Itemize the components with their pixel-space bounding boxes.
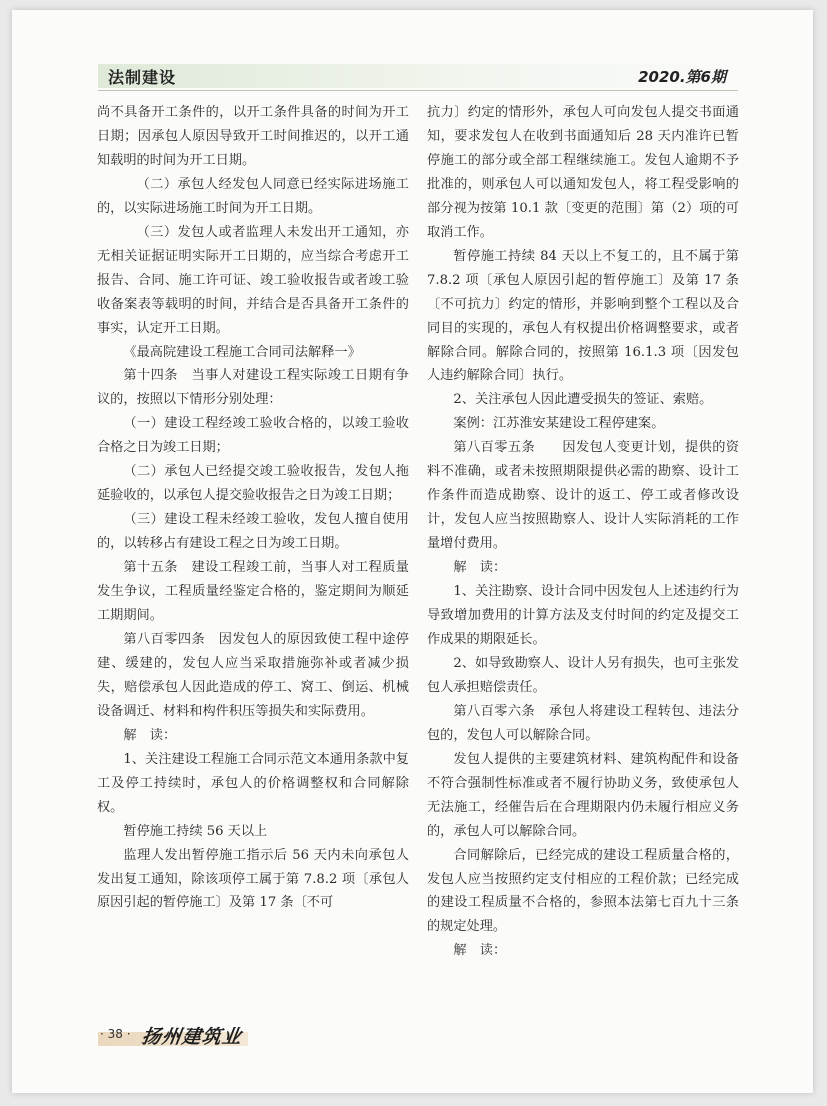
paragraph: 暂停施工持续 56 天以上 [123, 823, 268, 839]
paragraph: 1、关注勘察、设计合同中因发包人上述违约行为导致增加费用的计算方法及支付时间的约定及提交工作成果的期限延长。 [427, 584, 739, 647]
left-column [97, 101, 409, 915]
paragraph: 第八百零六条 承包人将建设工程转包、违法分包的，发包人可以解除合同。 [427, 703, 739, 743]
paragraph: 案例：江苏淮安某建设工程停建案。 [453, 416, 665, 432]
paragraph: （三）建设工程未经竣工验收，发包人擅自使用的，以转移占有建设工程之日为竣工日期。 [97, 512, 409, 552]
issue-label: 2020.第6期 [638, 68, 726, 86]
paragraph: 第十四条 当事人对建设工程实际竣工日期有争议的，按照以下情形分别处理： [97, 368, 409, 408]
paragraph: 第八百零五条 因发包人变更计划，提供的资料不准确，或者未按照期限提供必需的勘察、设计工作条件而造成勘察、设计的返工、停工或者修改设计，发包人应当按照勘察人、设计人实际消耗的工作量增付费用。 [427, 440, 739, 552]
paragraph: 2、如导致勘察人、设计人另有损失，也可主张发包人承担赔偿责任。 [427, 655, 739, 695]
footer [98, 1024, 248, 1046]
paragraph: 合同解除后，已经完成的建设工程质量合格的，发包人应当按照约定支付相应的工程价款；已经完成的建设工程质量不合格的，参照本法第七百九十三条的规定处理。 [427, 847, 739, 935]
paragraph: 尚不具备开工条件的，以开工条件具备的时间为开工日期；因承包人原因导致开工时间推迟的，以开工通知载明的时间为开工日期。 [97, 105, 409, 168]
paragraph: 《最高院建设工程施工合同司法解释一》 [123, 344, 361, 360]
paragraph: 暂停施工持续 84 天以上不复工的，且不属于第 7.8.2 项〔承包人原因引起的暂停施工〕及第 17 条〔不可抗力〕约定的情形，并影响到整个工程以及合同目的实现的，承包人有权提出价格调整要求，或者解除合同。解除合同的，按照第 16.1.3 项〔因发包人违约解除合同〕执行。 [427, 248, 739, 384]
paragraph: 发包人提供的主要建筑材料、建筑构配件和设备不符合强制性标准或者不履行协助义务，致使承包人无法施工，经催告后在合理期限内仍未履行相应义务的，承包人可以解除合同。 [427, 751, 739, 839]
paragraph: 解 读： [453, 943, 507, 959]
paragraph: （二）承包人经发包人同意已经实际进场施工的，以实际进场施工时间为开工日期。 [97, 176, 409, 216]
header-rule [98, 90, 738, 91]
footer-logo: 扬州建筑业 [140, 1026, 244, 1048]
paragraph: （二）承包人已经提交竣工验收报告，发包人拖延验收的，以承包人提交验收报告之日为竣工日期； [97, 464, 409, 504]
paragraph: （一）建设工程经竣工验收合格的，以竣工验收合格之日为竣工日期； [97, 416, 409, 456]
paragraph: 抗力〕约定的情形外，承包人可向发包人提交书面通知，要求发包人在收到书面通知后 28 天内准许已暂停施工的部分或全部工程继续施工。发包人逾期不予批准的，则承包人可以通知发包人，将工程受影响的部分视为按第 10.1 款〔变更的范围〕第（2）项的可取消工作。 [427, 105, 739, 240]
right-column [427, 101, 739, 963]
paragraph: 监理人发出暂停施工指示后 56 天内未向承包人发出复工通知，除该项停工属于第 7.8.2 项〔承包人原因引起的暂停施工〕及第 17 条〔不可 [97, 847, 409, 911]
paragraph: 解 读： [123, 727, 177, 743]
paragraph: 1、关注建设工程施工合同示范文本通用条款中复工及停工持续时，承包人的价格调整权和合同解除权。 [97, 751, 409, 815]
section-title: 法制建设 [108, 68, 177, 87]
paragraph: （三）发包人或者监理人未发出开工通知，亦无相关证据证明实际开工日期的，应当综合考虑开工报告、合同、施工许可证、竣工验收报告或者竣工验收备案表等载明的时间，并结合是否具备开工条件的事实，认定开工日期。 [97, 224, 409, 336]
paragraph: 第十五条 建设工程竣工前，当事人对工程质量发生争议，工程质量经鉴定合格的，鉴定期间为顺延工期期间。 [97, 560, 409, 624]
paragraph: 2、关注承包人因此遭受损失的签证、索赔。 [453, 392, 713, 408]
running-header [98, 64, 738, 88]
paragraph: 第八百零四条 因发包人的原因致使工程中途停建、缓建的，发包人应当采取措施弥补或者减少损失，赔偿承包人因此造成的停工、窝工、倒运、机械设备调迁、材料和构件积压等损失和实际费用。 [97, 631, 409, 719]
paragraph: 解 读： [453, 560, 507, 576]
page-number: · 38 · [100, 1027, 131, 1041]
